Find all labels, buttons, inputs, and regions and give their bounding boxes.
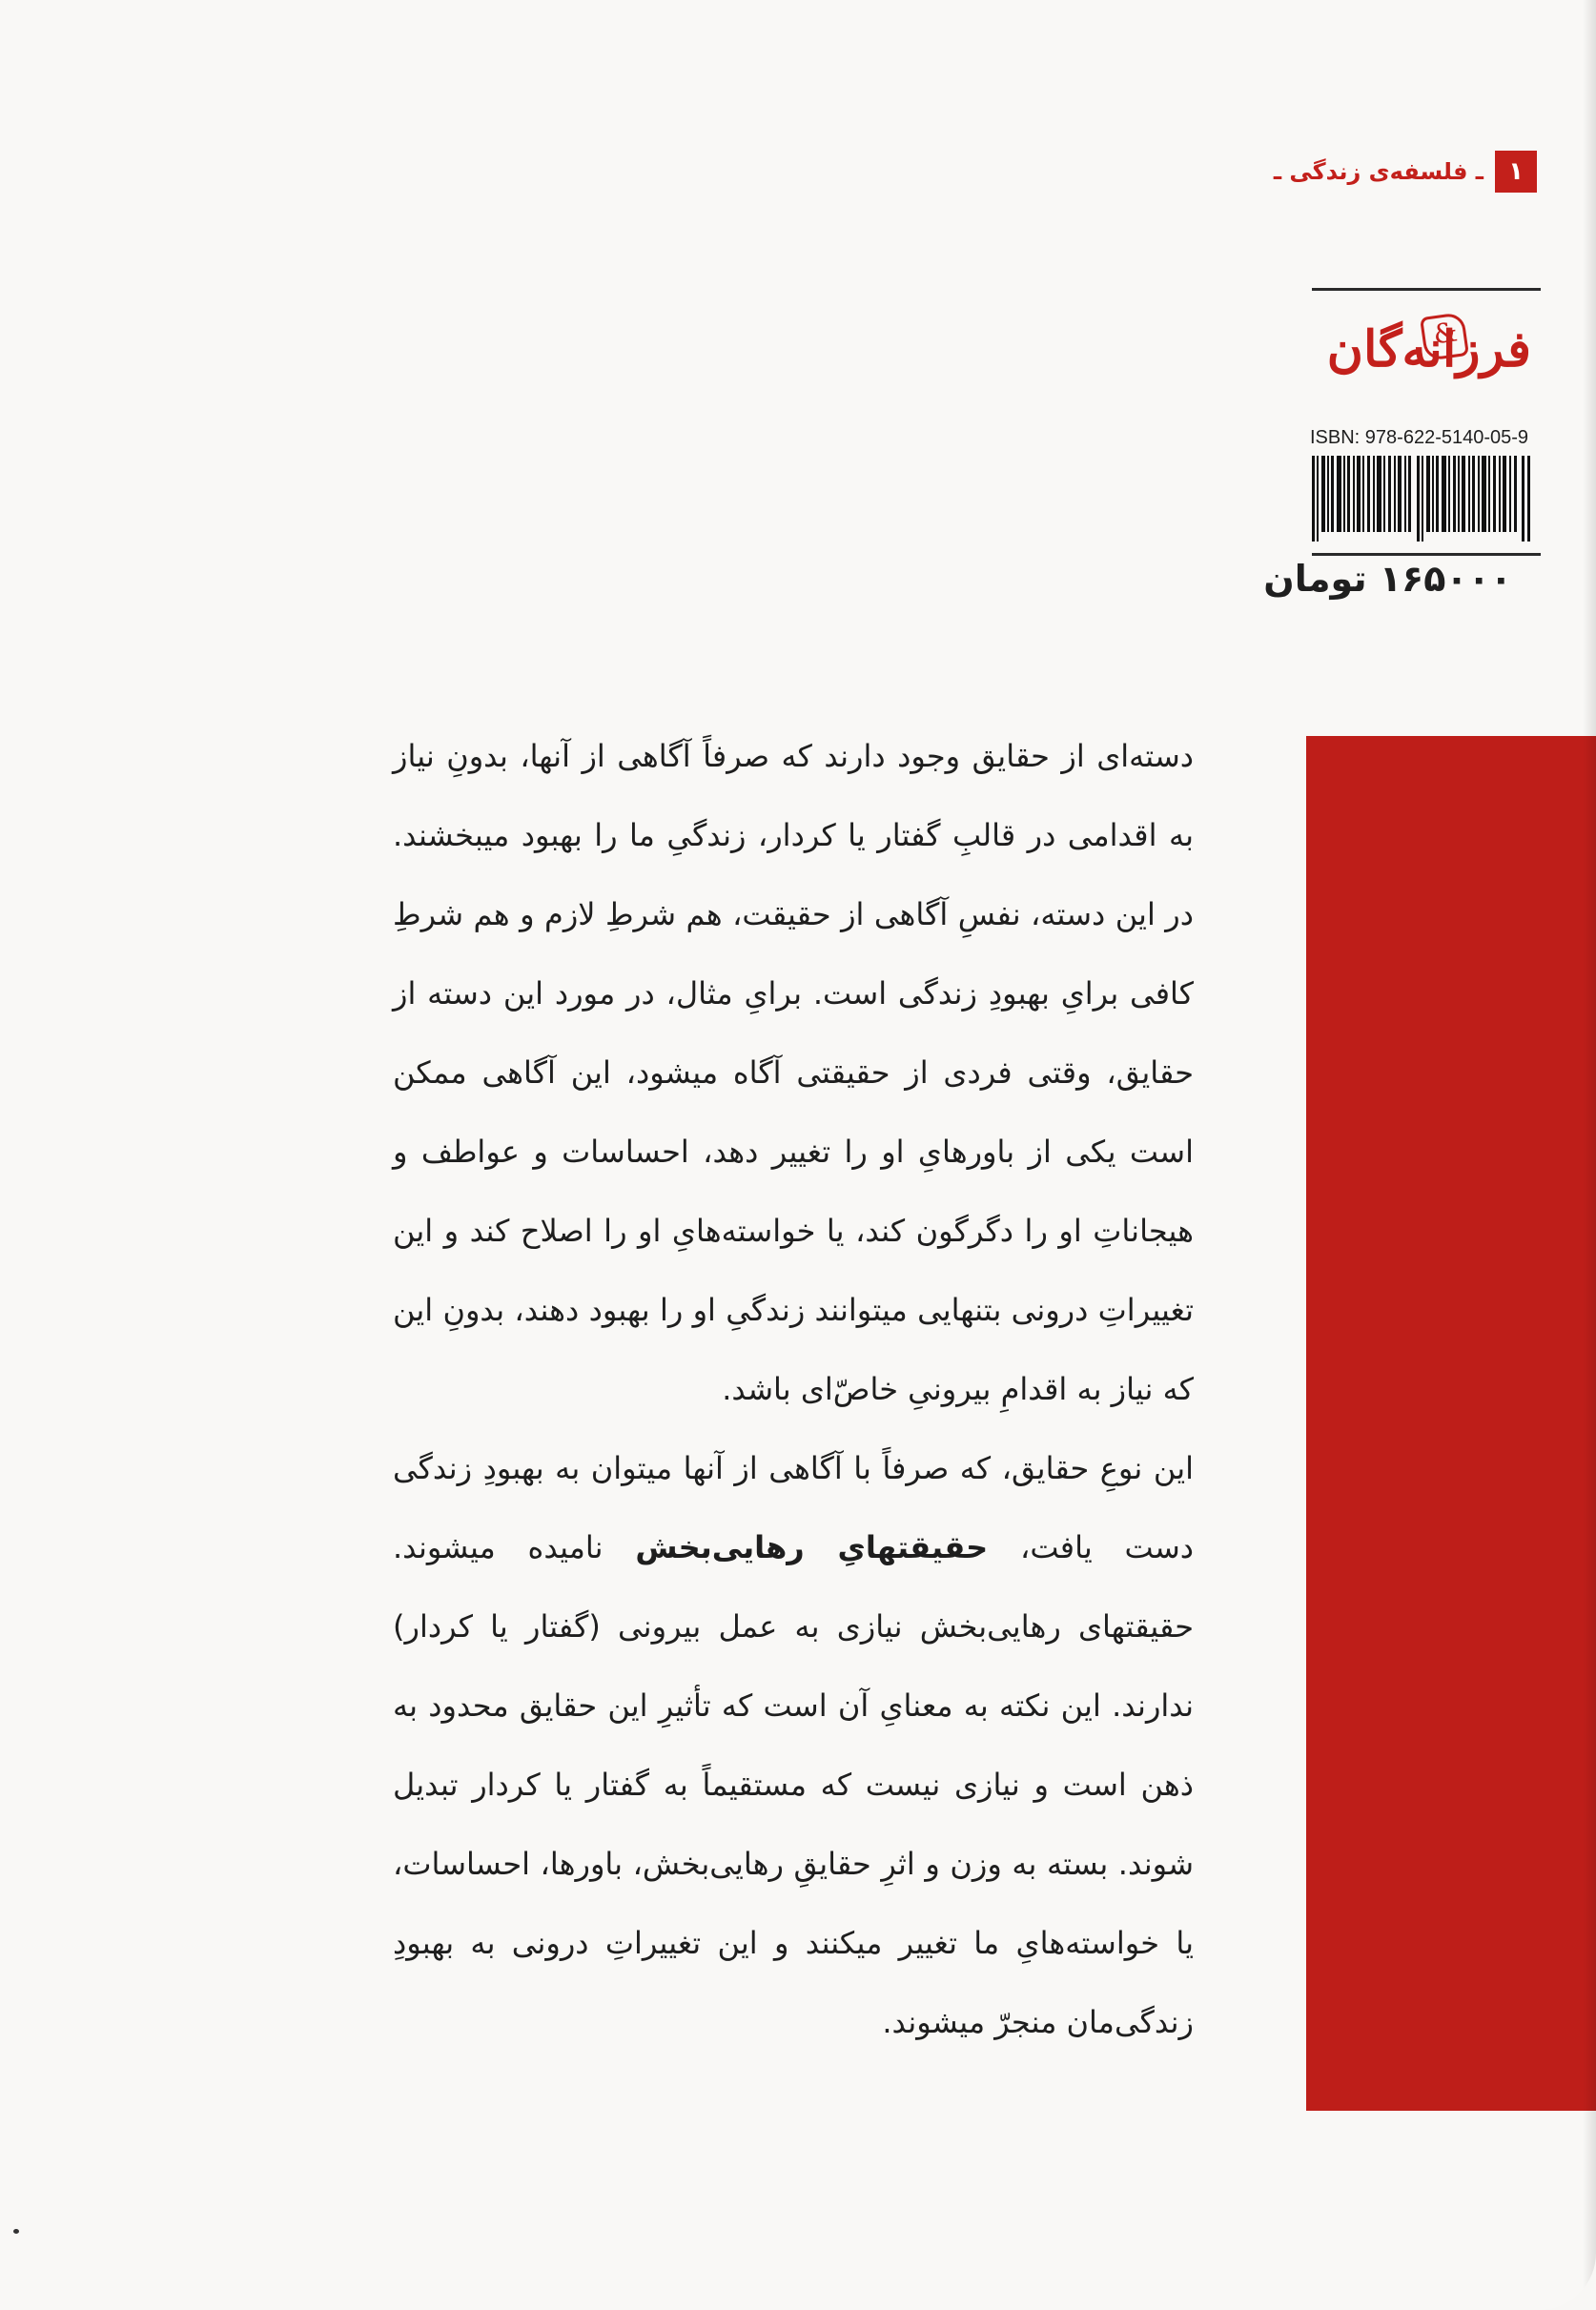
isbn-label: ISBN: 978-622-5140-05-9	[1310, 427, 1529, 448]
red-color-band	[1306, 736, 1596, 2111]
price-label: ۱۶۵۰۰۰ تومان	[1263, 558, 1512, 600]
blurb-text	[393, 717, 1194, 2062]
ampersand-emblem-icon	[1420, 312, 1469, 361]
series-number-badge: ۱	[1495, 151, 1537, 193]
blurb-paragraph-2	[393, 1429, 1194, 2062]
series-label	[1274, 151, 1537, 193]
blurb-paragraph-2-start: این نوعِ حقایق، که صرفاً با آگاهی از آنها میتوان به بهبودِ زندگی دست یافت،	[393, 1450, 1195, 1565]
publisher-logo	[1302, 307, 1531, 402]
blurb-paragraph-2-end: نامیده میشوند. حقیقتهای رهایی‌بخش نیازی به عمل بیرونی (گفتار یا کردار) ندارند. این نکته به معنایِ آن است که تأثیرِ این حقایق محدود به ذهن است و نیازی نیست که مستقیماً به گفتار یا کردار تبدیل شوند. بسته به وزن و اثرِ حقایقِ رهایی‌بخش، باورها، احساسات، یا خواسته‌هایِ ما تغییر میکنند و این تغییراتِ درونی به بهبودِ زندگی‌مان منجرّ میشوند.	[393, 1529, 1194, 2040]
blurb-emphasis-term: حقیقتهایِ رهایی‌بخش	[635, 1529, 989, 1565]
blurb-paragraph-1: دسته‌ای از حقایق وجود دارند که صرفاً آگاهی از آنها، بدونِ نیاز به اقدامی در قالبِ گفتار یا کردار، زندگیِ ما را بهبود میبخشند. در این دسته، نفسِ آگاهی از حقیقت، هم شرطِ لازم و هم شرطِ کافی برایِ بهبودِ زندگی است. برایِ مثال، در مورد این دسته از حقایق، وقتی فردی از حقیقتی آگاه میشود، این آگاهی ممکن است یکی از باورهایِ او را تغییر دهد، احساسات و عواطف و هیجاناتِ او را دگرگون کند، یا خواسته‌هایِ او را اصلاح کند و این تغییراتِ درونی بتنهایی میتوانند زندگیِ او را بهبود دهند، بدونِ این که نیاز به اقدامِ بیرونیِ خاصّ‌ای باشد.	[393, 738, 1194, 1407]
top-divider	[1312, 288, 1541, 291]
paper-speck	[13, 2229, 19, 2234]
series-title: ـ فلسفه‌ی زندگی ـ	[1273, 158, 1483, 185]
bottom-divider	[1312, 553, 1541, 556]
publisher-logo-text: فرزانه‌گان	[1326, 320, 1531, 378]
barcode-icon	[1312, 456, 1531, 542]
